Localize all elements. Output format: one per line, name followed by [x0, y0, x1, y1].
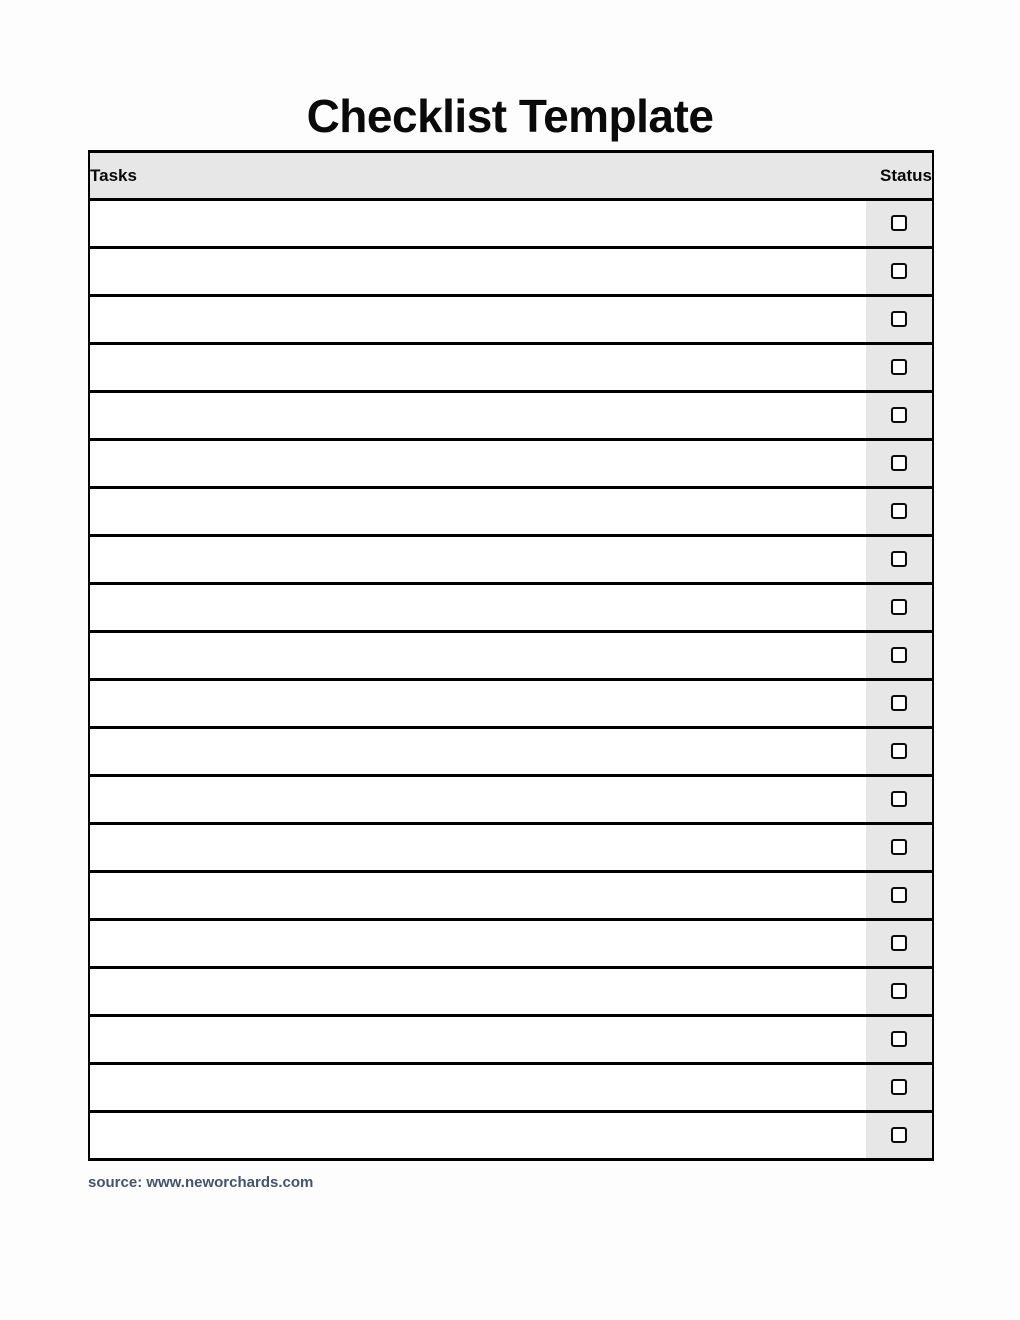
task-input-cell[interactable]	[89, 872, 866, 920]
empty-checkbox-icon[interactable]	[891, 599, 907, 615]
table-row	[89, 1112, 933, 1160]
table-row	[89, 488, 933, 536]
empty-checkbox-icon[interactable]	[891, 839, 907, 855]
status-cell	[866, 1016, 933, 1064]
task-input-cell[interactable]	[89, 200, 866, 248]
task-input-cell[interactable]	[89, 440, 866, 488]
task-input-cell[interactable]	[89, 920, 866, 968]
status-cell	[866, 584, 933, 632]
table-row	[89, 824, 933, 872]
status-column-header: Status	[866, 152, 933, 200]
task-input-cell[interactable]	[89, 392, 866, 440]
task-input-cell[interactable]	[89, 968, 866, 1016]
table-row	[89, 728, 933, 776]
status-cell	[866, 200, 933, 248]
table-row	[89, 1064, 933, 1112]
table-row	[89, 296, 933, 344]
table-row	[89, 536, 933, 584]
empty-checkbox-icon[interactable]	[891, 695, 907, 711]
status-cell	[866, 680, 933, 728]
empty-checkbox-icon[interactable]	[891, 311, 907, 327]
empty-checkbox-icon[interactable]	[891, 1127, 907, 1143]
table-row	[89, 872, 933, 920]
empty-checkbox-icon[interactable]	[891, 983, 907, 999]
status-cell	[866, 488, 933, 536]
table-header-row	[89, 152, 933, 200]
task-input-cell[interactable]	[89, 824, 866, 872]
status-cell	[866, 536, 933, 584]
status-cell	[866, 632, 933, 680]
empty-checkbox-icon[interactable]	[891, 1079, 907, 1095]
empty-checkbox-icon[interactable]	[891, 743, 907, 759]
task-input-cell[interactable]	[89, 1064, 866, 1112]
status-cell	[866, 920, 933, 968]
empty-checkbox-icon[interactable]	[891, 455, 907, 471]
table-row	[89, 920, 933, 968]
table-row	[89, 584, 933, 632]
table-row	[89, 680, 933, 728]
task-input-cell[interactable]	[89, 296, 866, 344]
tasks-column-header: Tasks	[89, 152, 866, 200]
table-row	[89, 968, 933, 1016]
status-cell	[866, 824, 933, 872]
empty-checkbox-icon[interactable]	[891, 503, 907, 519]
table-row	[89, 344, 933, 392]
status-cell	[866, 296, 933, 344]
status-cell	[866, 1112, 933, 1160]
table-row	[89, 392, 933, 440]
table-row	[89, 1016, 933, 1064]
empty-checkbox-icon[interactable]	[891, 263, 907, 279]
checklist-body	[89, 200, 933, 1160]
task-input-cell[interactable]	[89, 536, 866, 584]
status-cell	[866, 248, 933, 296]
status-cell	[866, 728, 933, 776]
empty-checkbox-icon[interactable]	[891, 1031, 907, 1047]
task-input-cell[interactable]	[89, 1112, 866, 1160]
table-row	[89, 248, 933, 296]
task-input-cell[interactable]	[89, 1016, 866, 1064]
task-input-cell[interactable]	[89, 488, 866, 536]
status-cell	[866, 440, 933, 488]
empty-checkbox-icon[interactable]	[891, 935, 907, 951]
checklist-table	[88, 150, 934, 1161]
empty-checkbox-icon[interactable]	[891, 359, 907, 375]
task-input-cell[interactable]	[89, 728, 866, 776]
task-input-cell[interactable]	[89, 584, 866, 632]
task-input-cell[interactable]	[89, 344, 866, 392]
status-cell	[866, 1064, 933, 1112]
task-input-cell[interactable]	[89, 248, 866, 296]
task-input-cell[interactable]	[89, 776, 866, 824]
page-title: Checklist Template	[306, 90, 714, 142]
status-cell	[866, 344, 933, 392]
table-row	[89, 440, 933, 488]
status-cell	[866, 776, 933, 824]
table-row	[89, 776, 933, 824]
empty-checkbox-icon[interactable]	[891, 791, 907, 807]
source-note: source: www.neworchards.com	[88, 1174, 314, 1191]
status-cell	[866, 968, 933, 1016]
task-input-cell[interactable]	[89, 632, 866, 680]
status-cell	[866, 872, 933, 920]
empty-checkbox-icon[interactable]	[891, 551, 907, 567]
empty-checkbox-icon[interactable]	[891, 407, 907, 423]
task-input-cell[interactable]	[89, 680, 866, 728]
table-row	[89, 632, 933, 680]
empty-checkbox-icon[interactable]	[891, 215, 907, 231]
status-cell	[866, 392, 933, 440]
table-row	[89, 200, 933, 248]
empty-checkbox-icon[interactable]	[891, 647, 907, 663]
empty-checkbox-icon[interactable]	[891, 887, 907, 903]
